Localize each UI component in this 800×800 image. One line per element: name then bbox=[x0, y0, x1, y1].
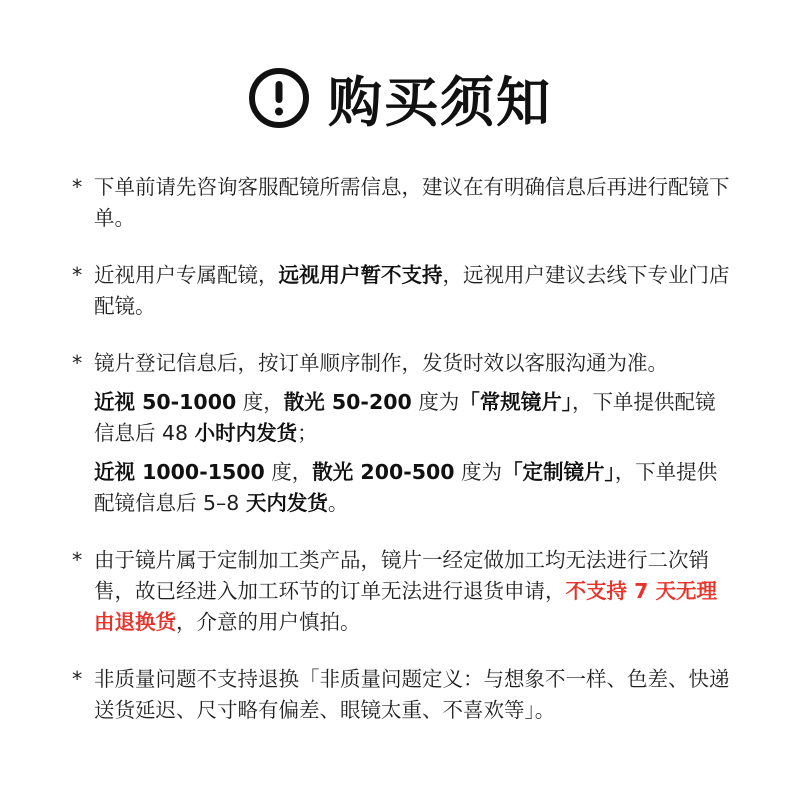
regular-text-3: ，下单提供配镜信息后 48 bbox=[94, 390, 716, 445]
regular-astigmatism-range: 散光 50-200 bbox=[283, 390, 412, 414]
bullet-marker: * bbox=[72, 175, 83, 199]
bullet-marker: * bbox=[72, 548, 83, 572]
notice-list bbox=[72, 172, 732, 726]
custom-text-2: 度为 bbox=[454, 460, 503, 484]
regular-shipping-time: 小时内发货 bbox=[194, 421, 298, 445]
custom-text-3: ，下单提供配镜信息后 5–8 bbox=[94, 460, 718, 515]
page-header bbox=[0, 62, 800, 134]
myopia-text-part1: 近视用户专属配镜， bbox=[94, 263, 279, 287]
notice-item-no-return bbox=[72, 545, 732, 638]
shipping-text: 镜片登记信息后，按订单顺序制作，发货时效以客服沟通为准。 bbox=[94, 351, 668, 375]
regular-text-2: 度为 bbox=[411, 390, 460, 414]
custom-myopia-range: 近视 1000-1500 bbox=[94, 460, 265, 484]
notice-text bbox=[94, 545, 732, 638]
regular-text-4: ； bbox=[297, 421, 318, 445]
exclamation-circle-icon bbox=[248, 67, 310, 129]
no-return-text-part1: 由于镜片属于定制加工类产品，镜片一经定做加工均无法进行二次销售，故已经进入加工环节的订单无法进行退货申请， bbox=[94, 548, 709, 603]
custom-shipping-time: 天内发货 bbox=[245, 491, 328, 515]
custom-astigmatism-range: 散光 200-500 bbox=[312, 460, 455, 484]
custom-text-1: 度， bbox=[264, 460, 313, 484]
notice-item-non-quality bbox=[72, 664, 732, 726]
custom-lens-paragraph bbox=[94, 457, 732, 519]
myopia-text-part2: ，远视用户建议去线下专业门店配镜。 bbox=[94, 263, 730, 318]
hyperopia-unsupported-text: 远视用户暂不支持 bbox=[278, 263, 443, 287]
non-quality-text: 非质量问题不支持退换「非质量问题定义：与想象不一样、色差、快递送货延迟、尺寸略有偏差、眼镜太重、不喜欢等」。 bbox=[94, 667, 730, 722]
custom-text-4: 。 bbox=[327, 491, 349, 515]
notice-text bbox=[94, 260, 732, 322]
bullet-marker: * bbox=[72, 351, 83, 375]
regular-lens-label: 「常规镜片」 bbox=[459, 390, 573, 414]
bullet-marker: * bbox=[72, 667, 83, 691]
consult-text: 下单前请先咨询客服配镜所需信息，建议在有明确信息后再进行配镜下单。 bbox=[94, 175, 730, 230]
regular-lens-paragraph bbox=[94, 387, 732, 449]
no-7day-return-warning: 不支持 7 天无理由退换货 bbox=[94, 579, 718, 634]
notice-item-myopia-only bbox=[72, 260, 732, 322]
notice-text bbox=[94, 172, 732, 234]
regular-myopia-range: 近视 50-1000 bbox=[94, 390, 237, 414]
notice-text bbox=[94, 664, 732, 726]
notice-item-consult bbox=[72, 172, 732, 234]
notice-text bbox=[94, 348, 732, 519]
custom-lens-label: 「定制镜片」 bbox=[502, 460, 615, 484]
bullet-marker: * bbox=[72, 263, 83, 287]
no-return-text-part2: ，介意的用户慎拍。 bbox=[176, 610, 361, 634]
page-title: 购买须知 bbox=[328, 70, 552, 134]
notice-item-shipping bbox=[72, 348, 732, 519]
regular-text-1: 度， bbox=[236, 390, 284, 414]
